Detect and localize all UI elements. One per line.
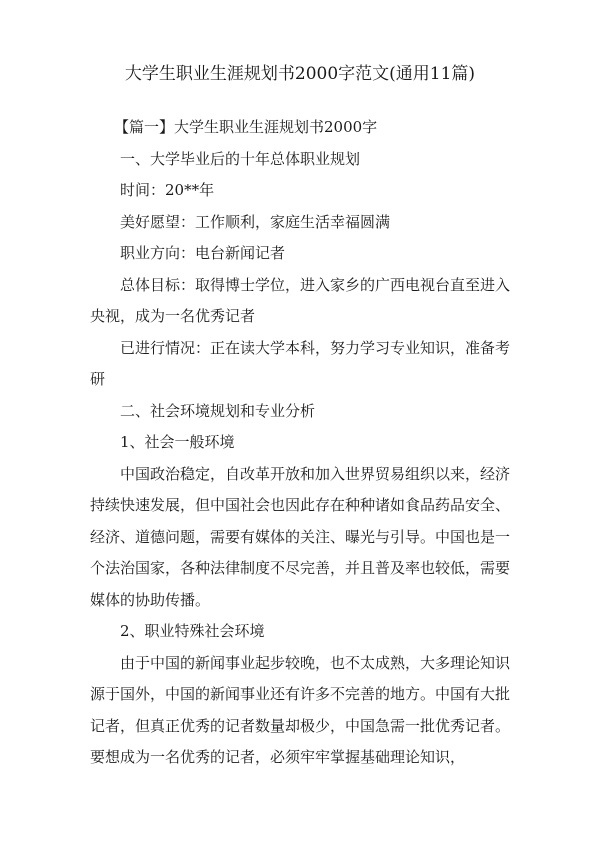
subheading-environment: 二、社会环境规划和专业分析: [120, 401, 316, 420]
paragraph-direction: 职业方向：电台新闻记者: [120, 244, 286, 262]
paragraph-special-environment: 由于中国的新闻事业起步较晚，也不太成熟，大多理论知识源于国外，中国的新闻事业还有许多不完善的地方。中国有大批记者，但真正优秀的记者数量却极少，中国急需一批优秀记者。要想成为一名优秀的记者，必须牢牢掌握基础理论知识，: [90, 653, 511, 766]
subheading-general-environment: 1、社会一般环境: [120, 433, 235, 451]
paragraph-time: 时间：20**年: [120, 181, 215, 199]
paragraph-progress: 已进行情况：正在读大学本科，努力学习专业知识，准备考研: [90, 338, 511, 388]
subheading-special-environment: 2、职业特殊社会环境: [120, 622, 265, 640]
paragraph-general-environment: 中国政治稳定，自改革开放和加入世界贸易组织以来，经济持续快速发展，但中国社会也因此存在种种诸如食品药品安全、经济、道德问题，需要有媒体的关注、曝光与引导。中国也是一个法治国家，各种法律制度不尽完善，并且普及率也较低，需要媒体的协助传播。: [90, 464, 511, 609]
document-title: 大学生职业生涯规划书2000字范文(通用11篇): [124, 64, 476, 84]
section-heading: 【篇一】大学生职业生涯规划书2000字: [114, 118, 378, 136]
paragraph-wish: 美好愿望：工作顺利，家庭生活幸福圆满: [120, 212, 391, 231]
document-body: [90, 112, 510, 774]
subheading-career-plan: 一、大学毕业后的十年总体职业规划: [120, 149, 361, 168]
paragraph-goal: 总体目标：取得博士学位，进入家乡的广西电视台直至进入央视，成为一名优秀记者: [90, 275, 511, 325]
